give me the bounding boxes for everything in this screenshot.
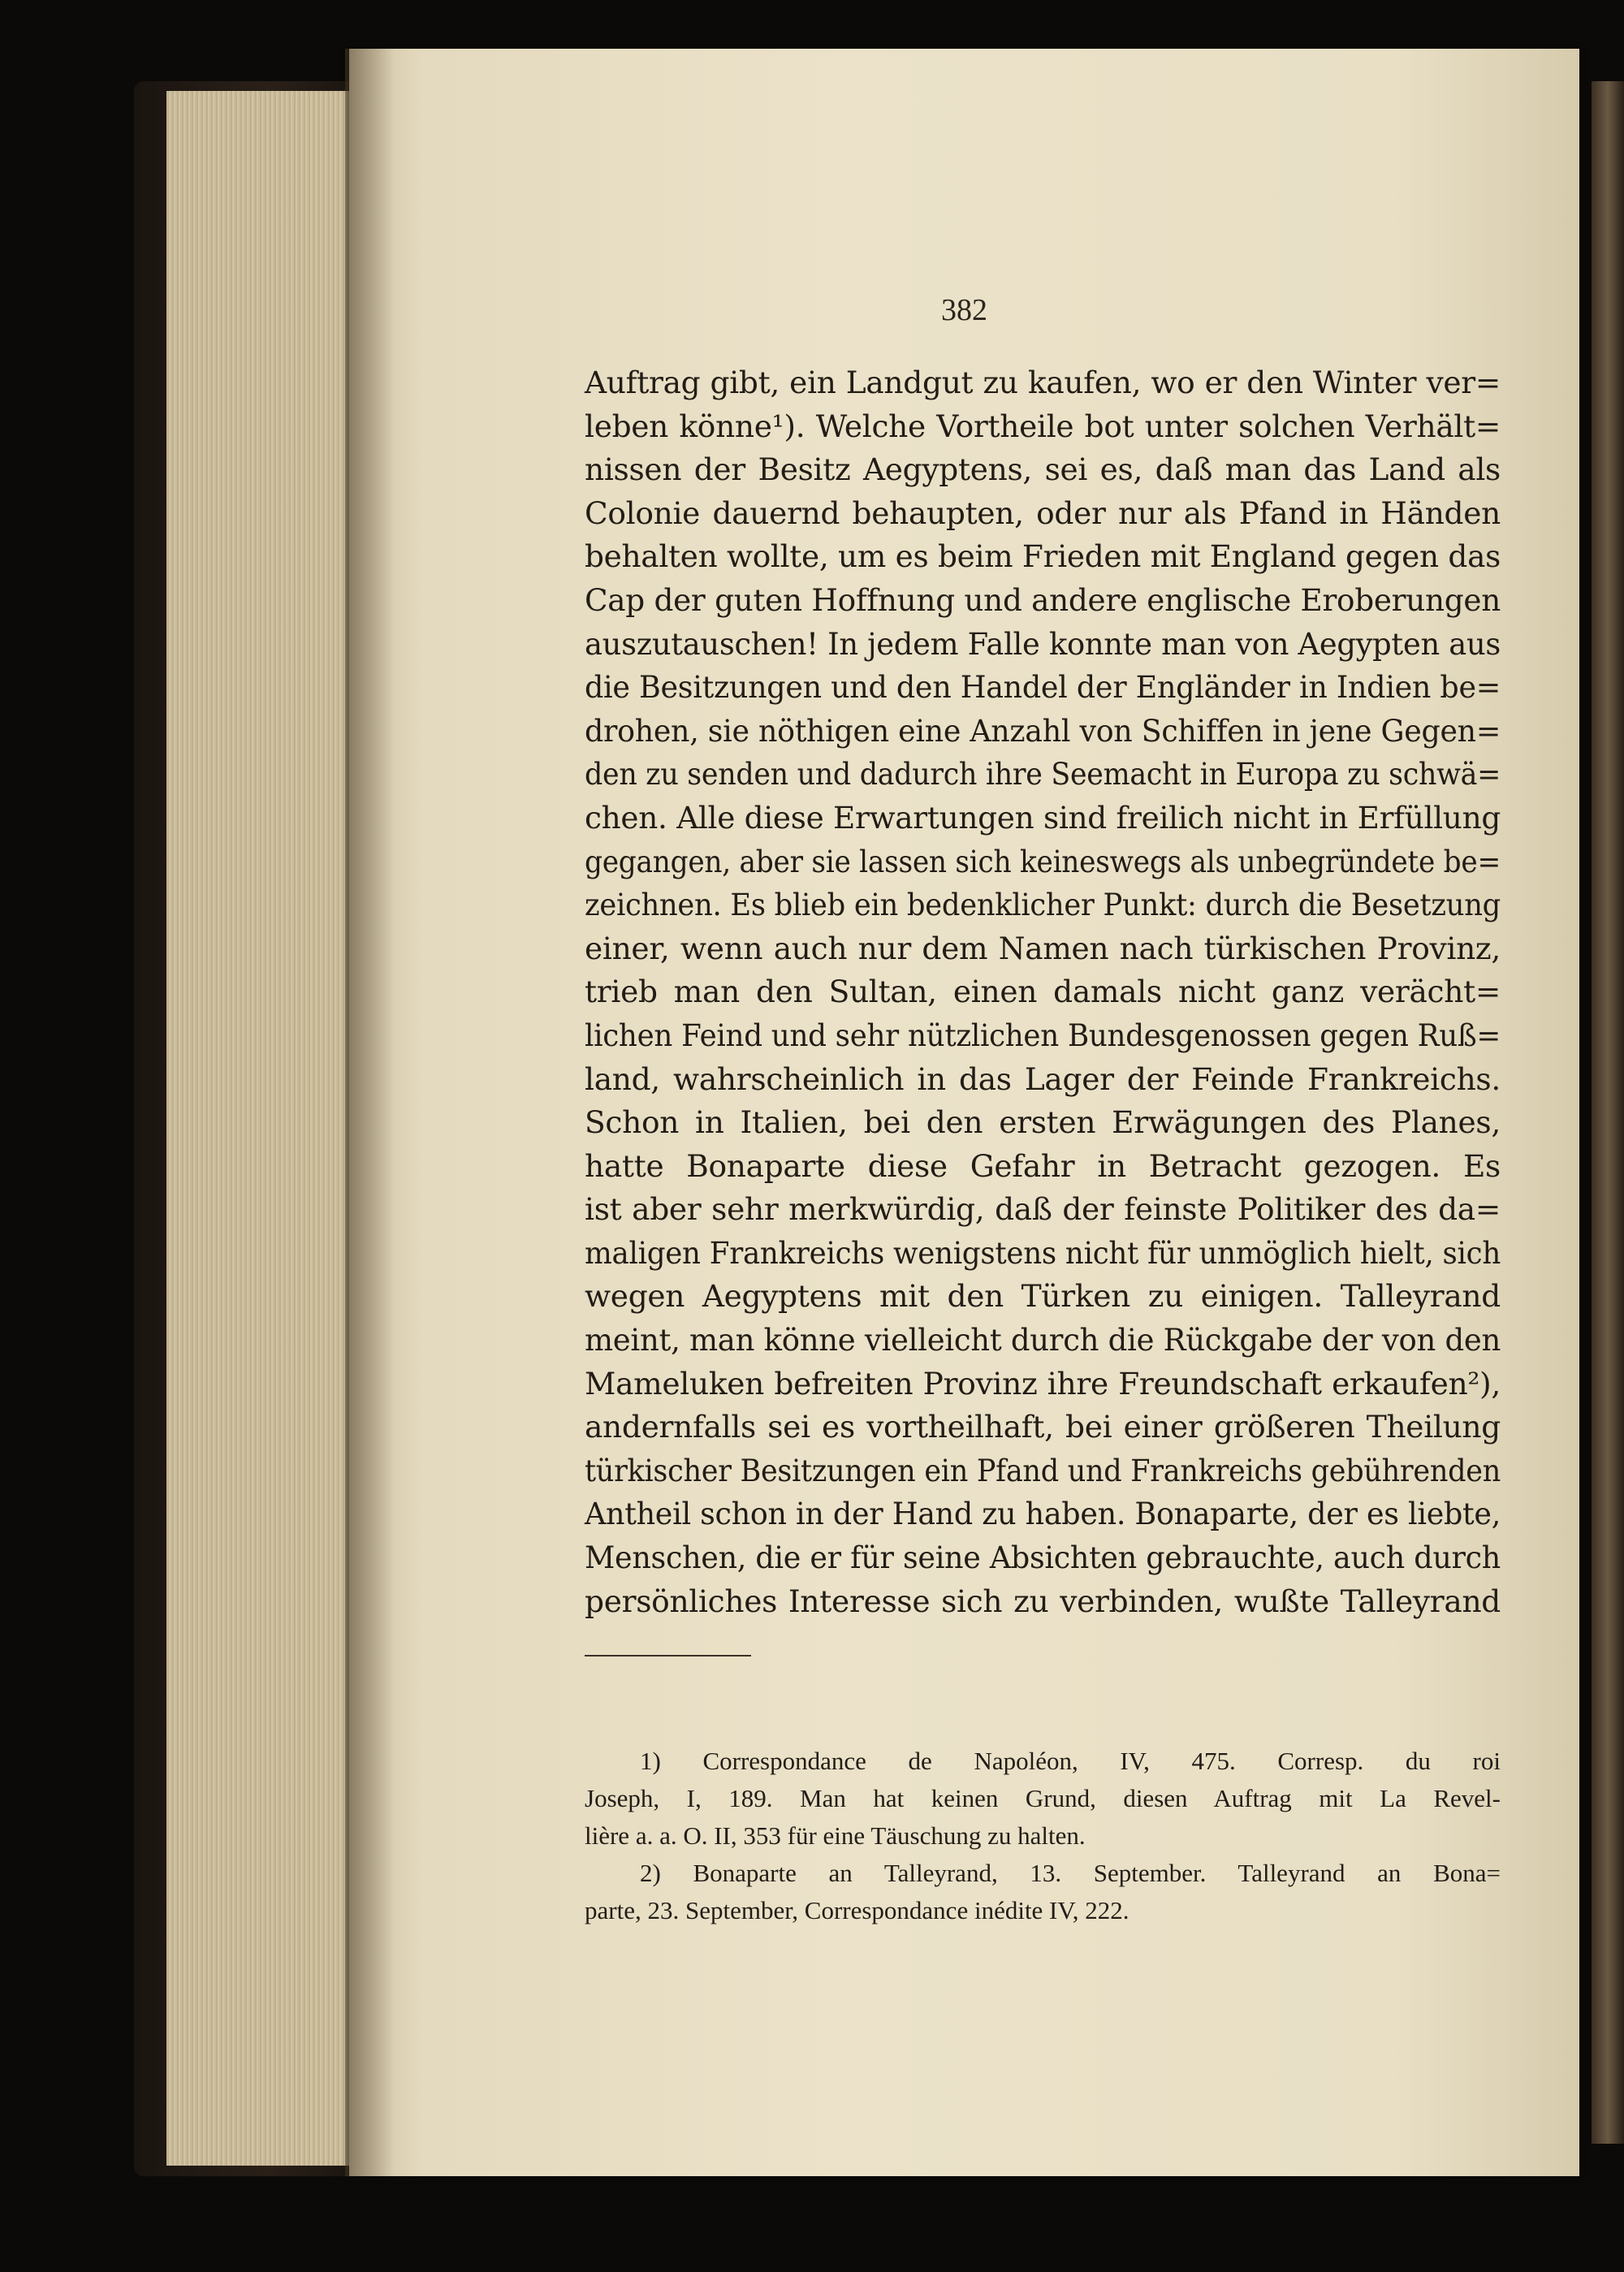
text-line: Mameluken befreiten Provinz ihre Freundschaft erkaufen²), [585, 1365, 1501, 1402]
gutter-shadow [345, 49, 394, 2176]
text-line: Auftrag gibt, ein Landgut zu kaufen, wo er den Winter ver= [585, 365, 1501, 400]
text-line: türkischer Besitzungen ein Pfand und Frankreichs gebührenden [585, 1452, 1501, 1488]
text-line: andernfalls sei es vortheilhaft, bei einer größeren Theilung [585, 1409, 1501, 1445]
footnote-divider [585, 1655, 751, 1656]
facing-page-edge [1592, 81, 1624, 2144]
text-line: drohen, sie nöthigen eine Anzahl von Schiffen in jene Gegen= [585, 712, 1501, 749]
text-line: meint, man könne vielleicht durch die Rückgabe der von den [585, 1322, 1501, 1358]
text-line: Menschen, die er für seine Absichten gebrauchte, auch durch [585, 1540, 1501, 1576]
text-line: maligen Frankreichs wenigstens nicht für unmöglich hielt, sich [585, 1234, 1501, 1271]
text-line: behalten wollte, um es beim Frieden mit England gegen das [585, 538, 1501, 575]
footnote-line: lière a. a. O. II, 353 für eine Täuschung zu halten. [585, 1821, 1086, 1850]
footnote-line: 2) Bonaparte an Talleyrand, 13. September. Talleyrand an Bona= [640, 1859, 1501, 1887]
text-line: den zu senden und dadurch ihre Seemacht in Europa zu schwä= [585, 756, 1501, 793]
text-line: hatte Bonaparte diese Gefahr in Betracht gezogen. Es [585, 1147, 1501, 1184]
page-number: 382 [941, 293, 987, 327]
footnote-line: Joseph, I, 189. Man hat keinen Grund, diesen Auftrag mit La Revel- [585, 1784, 1501, 1812]
text-line: trieb man den Sultan, einen damals nicht ganz verächt= [585, 974, 1501, 1010]
footnotes [585, 1743, 1501, 1929]
text-line: auszutauschen! In jedem Falle konnte man von Aegypten aus [585, 625, 1501, 662]
text-line: leben könne¹). Welche Vortheile bot unter solchen Verhält= [585, 408, 1501, 444]
body-text [585, 361, 1501, 1623]
book-page [349, 49, 1579, 2176]
text-line: die Besitzungen und den Handel der Engländer in Indien be= [585, 669, 1501, 706]
text-line: wegen Aegyptens mit den Türken zu einigen. Talleyrand [585, 1278, 1501, 1315]
text-line: gegangen, aber sie lassen sich keineswegs als unbegründete be= [585, 843, 1501, 879]
text-line: Antheil schon in der Hand zu haben. Bonaparte, der es liebte, [585, 1496, 1501, 1532]
text-line: ist aber sehr merkwürdig, daß der feinste Politiker des da= [585, 1191, 1501, 1228]
text-line: Colonie dauernd behaupten, oder nur als Pfand in Händen [585, 495, 1501, 531]
text-line: chen. Alle diese Erwartungen sind freilich nicht in Erfüllung [585, 799, 1501, 836]
text-line: einer, wenn auch nur dem Namen nach türkischen Provinz, [585, 930, 1501, 966]
text-line: zeichnen. Es blieb ein bedenklicher Punkt: durch die Besetzung [585, 887, 1501, 923]
text-line: lichen Feind und sehr nützlichen Bundesgenossen gegen Ruß= [585, 1017, 1501, 1053]
text-line: Cap der guten Hoffnung und andere englische Eroberungen [585, 581, 1501, 618]
footnote-line: 1) Correspondance de Napoléon, IV, 475. Corresp. du roi [640, 1747, 1501, 1775]
footnote-line: parte, 23. September, Correspondance inédite IV, 222. [585, 1896, 1129, 1924]
text-line: land, wahrscheinlich in das Lager der Feinde Frankreichs. [585, 1060, 1501, 1097]
page-stack-edge [166, 91, 357, 2166]
text-line: nissen der Besitz Aegyptens, sei es, daß man das Land als [585, 451, 1501, 488]
text-line: Schon in Italien, bei den ersten Erwägungen des Planes, [585, 1104, 1501, 1141]
text-line: persönliches Interesse sich zu verbinden, wußte Talleyrand [585, 1583, 1501, 1619]
